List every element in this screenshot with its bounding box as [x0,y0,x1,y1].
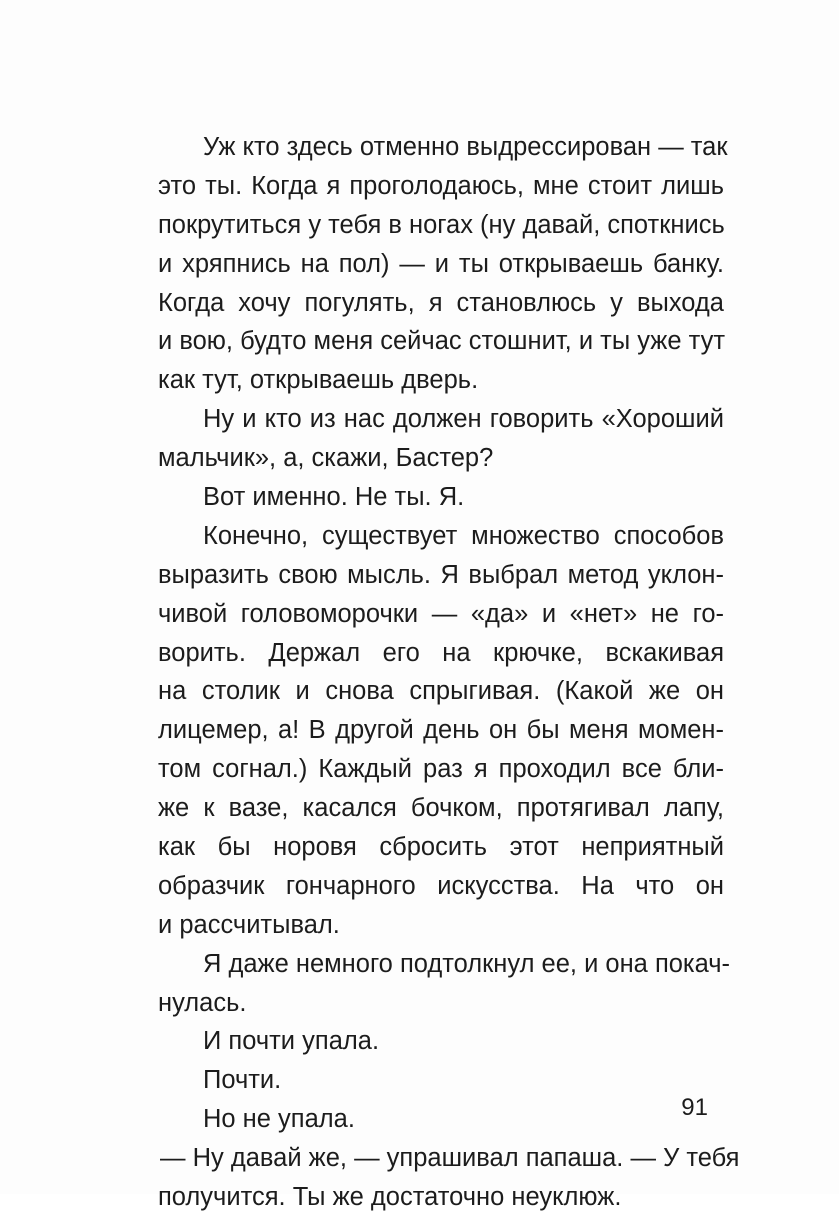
text-line: Я даже немного подтолкнул ее, и она покач- [203,949,731,978]
text-line: лицемер, а! В другой день он бы меня момен- [158,716,724,745]
text-line: на столик и снова спрыгивая. (Какой же он [158,677,724,706]
text-line: Ну и кто из нас должен говорить «Хороший [203,405,724,434]
text-line: чивой головоморочки — «да» и «нет» не го- [158,599,724,628]
page-number: 91 [681,1094,708,1121]
text-line: как бы норовя сбросить этот неприятный [158,833,724,862]
text-line: Когда хочу погулять, я становлюсь у выхода [158,288,724,317]
text-line: же к вазе, касался бочком, протягивал лапу, [158,794,724,823]
text-line: Уж кто здесь отменно выдрессирован — так [203,133,728,161]
text-line: и рассчитывал. [158,910,340,939]
text-line: покрутиться у тебя в ногах (ну давай, споткнись [158,210,725,239]
text-line: Конечно, существует множество способов [203,521,724,550]
text-line: Почти. [203,1066,282,1095]
text-line: нулась. [158,988,247,1017]
text-line: образчик гончарного искусства. На что он [158,871,724,900]
text-line: Вот именно. Не ты. Я. [203,483,465,512]
text-line: как тут, открываешь дверь. [158,366,479,395]
text-line: и вою, будто меня сейчас стошнит, и ты уже тут [158,327,726,356]
text-line: мальчик», а, скажи, Бастер? [158,444,494,473]
text-line: — Ну давай же, — упрашивал папаша. — У тебя [160,1144,740,1173]
text-line: выразить свою мысль. Я выбрал метод уклон- [158,560,724,589]
text-line: и хряпнись на пол) — и ты открываешь банку. [158,249,724,278]
body-text [158,128,740,1217]
text-line: получится. Ты же достаточно неуклюж. [158,1183,622,1212]
text-line: ворить. Держал его на крючке, вскакивая [158,638,724,667]
text-line: Но не упала. [203,1105,355,1134]
text-line: том согнал.) Каждый раз я проходил все бли- [158,755,724,784]
text-line: И почти упала. [203,1027,380,1056]
text-line: это ты. Когда я проголодаюсь, мне стоит лишь [158,171,724,200]
